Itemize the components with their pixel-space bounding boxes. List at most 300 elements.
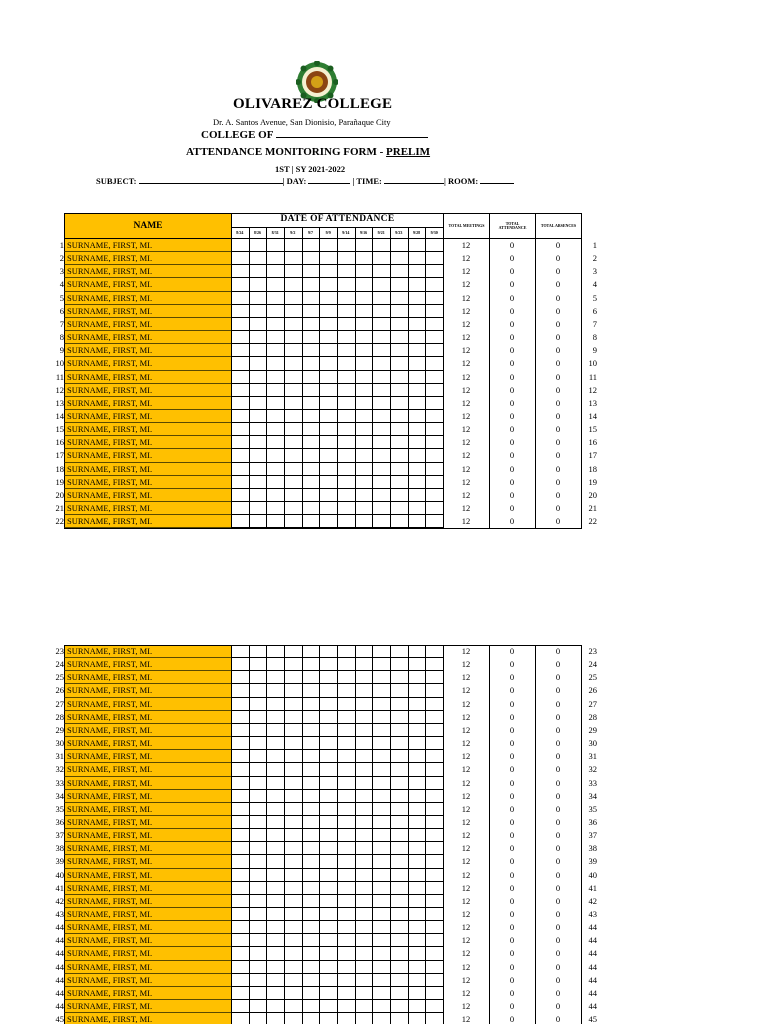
attendance-cell[interactable] bbox=[355, 331, 374, 344]
room-blank[interactable] bbox=[480, 176, 514, 184]
attendance-cell[interactable] bbox=[302, 671, 321, 684]
attendance-cell[interactable] bbox=[372, 921, 391, 934]
attendance-cell[interactable] bbox=[408, 331, 427, 344]
student-name-cell[interactable]: SURNAME, FIRST, MI. bbox=[64, 397, 232, 410]
attendance-cell[interactable] bbox=[266, 882, 285, 895]
attendance-cell[interactable] bbox=[302, 869, 321, 882]
attendance-cell[interactable] bbox=[372, 502, 391, 515]
attendance-cell[interactable] bbox=[266, 987, 285, 1000]
attendance-cell[interactable] bbox=[319, 908, 338, 921]
attendance-cell[interactable] bbox=[390, 869, 409, 882]
attendance-cell[interactable] bbox=[372, 449, 391, 462]
attendance-cell[interactable] bbox=[249, 397, 268, 410]
attendance-cell[interactable] bbox=[408, 305, 427, 318]
attendance-cell[interactable] bbox=[249, 645, 268, 658]
attendance-cell[interactable] bbox=[408, 449, 427, 462]
attendance-cell[interactable] bbox=[355, 658, 374, 671]
attendance-cell[interactable] bbox=[319, 515, 338, 528]
attendance-cell[interactable] bbox=[372, 724, 391, 737]
attendance-cell[interactable] bbox=[337, 816, 356, 829]
attendance-cell[interactable] bbox=[408, 737, 427, 750]
attendance-cell[interactable] bbox=[408, 750, 427, 763]
attendance-cell[interactable] bbox=[266, 239, 285, 252]
attendance-cell[interactable] bbox=[284, 908, 303, 921]
attendance-cell[interactable] bbox=[284, 449, 303, 462]
attendance-cell[interactable] bbox=[249, 816, 268, 829]
attendance-cell[interactable] bbox=[249, 869, 268, 882]
attendance-cell[interactable] bbox=[284, 803, 303, 816]
student-name-cell[interactable]: SURNAME, FIRST, MI. bbox=[64, 947, 232, 960]
student-name-cell[interactable]: SURNAME, FIRST, MI. bbox=[64, 790, 232, 803]
attendance-cell[interactable] bbox=[408, 344, 427, 357]
attendance-cell[interactable] bbox=[372, 961, 391, 974]
attendance-cell[interactable] bbox=[284, 292, 303, 305]
subject-blank[interactable] bbox=[139, 176, 283, 184]
attendance-cell[interactable] bbox=[266, 423, 285, 436]
attendance-cell[interactable] bbox=[355, 252, 374, 265]
student-name-cell[interactable]: SURNAME, FIRST, MI. bbox=[64, 698, 232, 711]
attendance-cell[interactable] bbox=[355, 278, 374, 291]
attendance-cell[interactable] bbox=[284, 816, 303, 829]
attendance-cell[interactable] bbox=[249, 318, 268, 331]
attendance-cell[interactable] bbox=[355, 384, 374, 397]
attendance-cell[interactable] bbox=[319, 895, 338, 908]
attendance-cell[interactable] bbox=[390, 515, 409, 528]
attendance-cell[interactable] bbox=[425, 436, 444, 449]
attendance-cell[interactable] bbox=[372, 371, 391, 384]
attendance-cell[interactable] bbox=[425, 502, 444, 515]
attendance-cell[interactable] bbox=[390, 423, 409, 436]
attendance-cell[interactable] bbox=[355, 265, 374, 278]
attendance-cell[interactable] bbox=[284, 239, 303, 252]
attendance-cell[interactable] bbox=[372, 908, 391, 921]
attendance-cell[interactable] bbox=[390, 987, 409, 1000]
attendance-cell[interactable] bbox=[231, 777, 250, 790]
attendance-cell[interactable] bbox=[337, 318, 356, 331]
attendance-cell[interactable] bbox=[266, 397, 285, 410]
attendance-cell[interactable] bbox=[319, 711, 338, 724]
attendance-cell[interactable] bbox=[319, 724, 338, 737]
attendance-cell[interactable] bbox=[284, 711, 303, 724]
attendance-cell[interactable] bbox=[355, 344, 374, 357]
attendance-cell[interactable] bbox=[372, 1000, 391, 1013]
attendance-cell[interactable] bbox=[390, 658, 409, 671]
attendance-cell[interactable] bbox=[249, 698, 268, 711]
attendance-cell[interactable] bbox=[425, 476, 444, 489]
attendance-cell[interactable] bbox=[372, 410, 391, 423]
attendance-cell[interactable] bbox=[231, 737, 250, 750]
attendance-cell[interactable] bbox=[372, 489, 391, 502]
attendance-cell[interactable] bbox=[249, 1000, 268, 1013]
attendance-cell[interactable] bbox=[425, 724, 444, 737]
attendance-cell[interactable] bbox=[302, 1013, 321, 1024]
attendance-cell[interactable] bbox=[319, 331, 338, 344]
attendance-cell[interactable] bbox=[319, 816, 338, 829]
attendance-cell[interactable] bbox=[319, 961, 338, 974]
attendance-cell[interactable] bbox=[266, 842, 285, 855]
attendance-cell[interactable] bbox=[284, 961, 303, 974]
student-name-cell[interactable]: SURNAME, FIRST, MI. bbox=[64, 763, 232, 776]
attendance-cell[interactable] bbox=[302, 921, 321, 934]
attendance-cell[interactable] bbox=[249, 671, 268, 684]
attendance-cell[interactable] bbox=[390, 816, 409, 829]
attendance-cell[interactable] bbox=[284, 671, 303, 684]
attendance-cell[interactable] bbox=[249, 476, 268, 489]
attendance-cell[interactable] bbox=[408, 908, 427, 921]
attendance-cell[interactable] bbox=[337, 947, 356, 960]
attendance-cell[interactable] bbox=[355, 436, 374, 449]
attendance-cell[interactable] bbox=[355, 869, 374, 882]
attendance-cell[interactable] bbox=[372, 987, 391, 1000]
attendance-cell[interactable] bbox=[425, 292, 444, 305]
attendance-cell[interactable] bbox=[355, 684, 374, 697]
attendance-cell[interactable] bbox=[249, 961, 268, 974]
attendance-cell[interactable] bbox=[372, 803, 391, 816]
attendance-cell[interactable] bbox=[319, 790, 338, 803]
attendance-cell[interactable] bbox=[355, 645, 374, 658]
attendance-cell[interactable] bbox=[355, 239, 374, 252]
attendance-cell[interactable] bbox=[355, 711, 374, 724]
attendance-cell[interactable] bbox=[390, 502, 409, 515]
attendance-cell[interactable] bbox=[284, 684, 303, 697]
attendance-cell[interactable] bbox=[390, 384, 409, 397]
attendance-cell[interactable] bbox=[355, 502, 374, 515]
student-name-cell[interactable]: SURNAME, FIRST, MI. bbox=[64, 974, 232, 987]
attendance-cell[interactable] bbox=[266, 869, 285, 882]
attendance-cell[interactable] bbox=[390, 882, 409, 895]
attendance-cell[interactable] bbox=[302, 305, 321, 318]
attendance-cell[interactable] bbox=[425, 974, 444, 987]
attendance-cell[interactable] bbox=[319, 423, 338, 436]
attendance-cell[interactable] bbox=[249, 777, 268, 790]
attendance-cell[interactable] bbox=[231, 645, 250, 658]
attendance-cell[interactable] bbox=[249, 436, 268, 449]
attendance-cell[interactable] bbox=[231, 974, 250, 987]
attendance-cell[interactable] bbox=[425, 331, 444, 344]
attendance-cell[interactable] bbox=[231, 684, 250, 697]
attendance-cell[interactable] bbox=[425, 423, 444, 436]
attendance-cell[interactable] bbox=[284, 855, 303, 868]
attendance-cell[interactable] bbox=[425, 384, 444, 397]
attendance-cell[interactable] bbox=[266, 344, 285, 357]
attendance-cell[interactable] bbox=[249, 842, 268, 855]
attendance-cell[interactable] bbox=[266, 947, 285, 960]
attendance-cell[interactable] bbox=[425, 921, 444, 934]
attendance-cell[interactable] bbox=[408, 463, 427, 476]
attendance-cell[interactable] bbox=[266, 515, 285, 528]
attendance-cell[interactable] bbox=[319, 449, 338, 462]
attendance-cell[interactable] bbox=[231, 711, 250, 724]
attendance-cell[interactable] bbox=[302, 895, 321, 908]
attendance-cell[interactable] bbox=[408, 371, 427, 384]
attendance-cell[interactable] bbox=[302, 489, 321, 502]
student-name-cell[interactable]: SURNAME, FIRST, MI. bbox=[64, 239, 232, 252]
attendance-cell[interactable] bbox=[390, 331, 409, 344]
attendance-cell[interactable] bbox=[231, 489, 250, 502]
attendance-cell[interactable] bbox=[231, 239, 250, 252]
attendance-cell[interactable] bbox=[266, 371, 285, 384]
attendance-cell[interactable] bbox=[231, 934, 250, 947]
attendance-cell[interactable] bbox=[408, 961, 427, 974]
attendance-cell[interactable] bbox=[425, 371, 444, 384]
attendance-cell[interactable] bbox=[425, 790, 444, 803]
attendance-cell[interactable] bbox=[337, 436, 356, 449]
attendance-cell[interactable] bbox=[231, 1000, 250, 1013]
attendance-cell[interactable] bbox=[284, 331, 303, 344]
attendance-cell[interactable] bbox=[355, 1000, 374, 1013]
attendance-cell[interactable] bbox=[231, 842, 250, 855]
attendance-cell[interactable] bbox=[302, 777, 321, 790]
attendance-cell[interactable] bbox=[408, 252, 427, 265]
attendance-cell[interactable] bbox=[284, 1013, 303, 1024]
attendance-cell[interactable] bbox=[231, 476, 250, 489]
attendance-cell[interactable] bbox=[249, 463, 268, 476]
college-of-blank[interactable] bbox=[276, 128, 428, 138]
attendance-cell[interactable] bbox=[337, 278, 356, 291]
attendance-cell[interactable] bbox=[266, 436, 285, 449]
attendance-cell[interactable] bbox=[337, 515, 356, 528]
student-name-cell[interactable]: SURNAME, FIRST, MI. bbox=[64, 476, 232, 489]
attendance-cell[interactable] bbox=[390, 645, 409, 658]
attendance-cell[interactable] bbox=[284, 658, 303, 671]
attendance-cell[interactable] bbox=[390, 239, 409, 252]
attendance-cell[interactable] bbox=[302, 974, 321, 987]
attendance-cell[interactable] bbox=[372, 974, 391, 987]
attendance-cell[interactable] bbox=[302, 410, 321, 423]
attendance-cell[interactable] bbox=[372, 476, 391, 489]
attendance-cell[interactable] bbox=[284, 463, 303, 476]
student-name-cell[interactable]: SURNAME, FIRST, MI. bbox=[64, 750, 232, 763]
attendance-cell[interactable] bbox=[408, 502, 427, 515]
attendance-cell[interactable] bbox=[266, 305, 285, 318]
attendance-cell[interactable] bbox=[249, 790, 268, 803]
attendance-cell[interactable] bbox=[390, 305, 409, 318]
attendance-cell[interactable] bbox=[355, 777, 374, 790]
attendance-cell[interactable] bbox=[390, 1013, 409, 1024]
attendance-cell[interactable] bbox=[231, 502, 250, 515]
attendance-cell[interactable] bbox=[266, 318, 285, 331]
attendance-cell[interactable] bbox=[231, 829, 250, 842]
attendance-cell[interactable] bbox=[425, 305, 444, 318]
attendance-cell[interactable] bbox=[266, 489, 285, 502]
attendance-cell[interactable] bbox=[249, 423, 268, 436]
attendance-cell[interactable] bbox=[231, 252, 250, 265]
attendance-cell[interactable] bbox=[231, 371, 250, 384]
attendance-cell[interactable] bbox=[302, 882, 321, 895]
student-name-cell[interactable]: SURNAME, FIRST, MI. bbox=[64, 489, 232, 502]
attendance-cell[interactable] bbox=[319, 763, 338, 776]
attendance-cell[interactable] bbox=[372, 869, 391, 882]
attendance-cell[interactable] bbox=[319, 489, 338, 502]
attendance-cell[interactable] bbox=[302, 423, 321, 436]
attendance-cell[interactable] bbox=[337, 869, 356, 882]
attendance-cell[interactable] bbox=[302, 698, 321, 711]
attendance-cell[interactable] bbox=[337, 292, 356, 305]
attendance-cell[interactable] bbox=[319, 476, 338, 489]
student-name-cell[interactable]: SURNAME, FIRST, MI. bbox=[64, 1013, 232, 1024]
attendance-cell[interactable] bbox=[284, 645, 303, 658]
attendance-cell[interactable] bbox=[319, 777, 338, 790]
attendance-cell[interactable] bbox=[425, 278, 444, 291]
attendance-cell[interactable] bbox=[284, 947, 303, 960]
attendance-cell[interactable] bbox=[425, 252, 444, 265]
attendance-cell[interactable] bbox=[408, 1013, 427, 1024]
attendance-cell[interactable] bbox=[425, 671, 444, 684]
attendance-cell[interactable] bbox=[408, 895, 427, 908]
attendance-cell[interactable] bbox=[337, 476, 356, 489]
attendance-cell[interactable] bbox=[355, 371, 374, 384]
attendance-cell[interactable] bbox=[284, 397, 303, 410]
attendance-cell[interactable] bbox=[355, 737, 374, 750]
attendance-cell[interactable] bbox=[337, 855, 356, 868]
attendance-cell[interactable] bbox=[408, 684, 427, 697]
attendance-cell[interactable] bbox=[372, 842, 391, 855]
attendance-cell[interactable] bbox=[231, 265, 250, 278]
attendance-cell[interactable] bbox=[408, 987, 427, 1000]
attendance-cell[interactable] bbox=[372, 671, 391, 684]
attendance-cell[interactable] bbox=[337, 463, 356, 476]
attendance-cell[interactable] bbox=[266, 292, 285, 305]
attendance-cell[interactable] bbox=[337, 423, 356, 436]
attendance-cell[interactable] bbox=[266, 476, 285, 489]
attendance-cell[interactable] bbox=[390, 252, 409, 265]
attendance-cell[interactable] bbox=[372, 278, 391, 291]
student-name-cell[interactable]: SURNAME, FIRST, MI. bbox=[64, 410, 232, 423]
attendance-cell[interactable] bbox=[337, 397, 356, 410]
attendance-cell[interactable] bbox=[337, 750, 356, 763]
attendance-cell[interactable] bbox=[408, 1000, 427, 1013]
student-name-cell[interactable]: SURNAME, FIRST, MI. bbox=[64, 305, 232, 318]
attendance-cell[interactable] bbox=[372, 1013, 391, 1024]
attendance-cell[interactable] bbox=[231, 331, 250, 344]
student-name-cell[interactable]: SURNAME, FIRST, MI. bbox=[64, 371, 232, 384]
attendance-cell[interactable] bbox=[355, 750, 374, 763]
day-blank[interactable] bbox=[308, 176, 350, 184]
attendance-cell[interactable] bbox=[231, 908, 250, 921]
attendance-cell[interactable] bbox=[425, 869, 444, 882]
attendance-cell[interactable] bbox=[249, 921, 268, 934]
attendance-cell[interactable] bbox=[249, 855, 268, 868]
student-name-cell[interactable]: SURNAME, FIRST, MI. bbox=[64, 449, 232, 462]
attendance-cell[interactable] bbox=[355, 934, 374, 947]
attendance-cell[interactable] bbox=[231, 882, 250, 895]
attendance-cell[interactable] bbox=[302, 239, 321, 252]
attendance-cell[interactable] bbox=[372, 790, 391, 803]
attendance-cell[interactable] bbox=[302, 318, 321, 331]
attendance-cell[interactable] bbox=[319, 397, 338, 410]
attendance-cell[interactable] bbox=[337, 790, 356, 803]
attendance-cell[interactable] bbox=[355, 921, 374, 934]
attendance-cell[interactable] bbox=[425, 684, 444, 697]
attendance-cell[interactable] bbox=[355, 449, 374, 462]
attendance-cell[interactable] bbox=[390, 684, 409, 697]
attendance-cell[interactable] bbox=[372, 711, 391, 724]
attendance-cell[interactable] bbox=[284, 829, 303, 842]
attendance-cell[interactable] bbox=[249, 305, 268, 318]
attendance-cell[interactable] bbox=[284, 895, 303, 908]
attendance-cell[interactable] bbox=[408, 855, 427, 868]
attendance-cell[interactable] bbox=[266, 449, 285, 462]
attendance-cell[interactable] bbox=[355, 397, 374, 410]
attendance-cell[interactable] bbox=[231, 816, 250, 829]
attendance-cell[interactable] bbox=[266, 763, 285, 776]
attendance-cell[interactable] bbox=[231, 921, 250, 934]
attendance-cell[interactable] bbox=[408, 790, 427, 803]
student-name-cell[interactable]: SURNAME, FIRST, MI. bbox=[64, 357, 232, 370]
attendance-cell[interactable] bbox=[231, 869, 250, 882]
attendance-cell[interactable] bbox=[408, 645, 427, 658]
attendance-cell[interactable] bbox=[284, 515, 303, 528]
student-name-cell[interactable]: SURNAME, FIRST, MI. bbox=[64, 737, 232, 750]
student-name-cell[interactable]: SURNAME, FIRST, MI. bbox=[64, 684, 232, 697]
attendance-cell[interactable] bbox=[249, 895, 268, 908]
attendance-cell[interactable] bbox=[390, 476, 409, 489]
attendance-cell[interactable] bbox=[284, 476, 303, 489]
attendance-cell[interactable] bbox=[425, 737, 444, 750]
attendance-cell[interactable] bbox=[425, 1000, 444, 1013]
attendance-cell[interactable] bbox=[408, 803, 427, 816]
attendance-cell[interactable] bbox=[302, 344, 321, 357]
attendance-cell[interactable] bbox=[249, 947, 268, 960]
attendance-cell[interactable] bbox=[284, 934, 303, 947]
attendance-cell[interactable] bbox=[372, 318, 391, 331]
attendance-cell[interactable] bbox=[249, 711, 268, 724]
attendance-cell[interactable] bbox=[408, 658, 427, 671]
attendance-cell[interactable] bbox=[390, 436, 409, 449]
attendance-cell[interactable] bbox=[284, 724, 303, 737]
attendance-cell[interactable] bbox=[266, 803, 285, 816]
attendance-cell[interactable] bbox=[231, 384, 250, 397]
attendance-cell[interactable] bbox=[284, 777, 303, 790]
attendance-cell[interactable] bbox=[284, 763, 303, 776]
attendance-cell[interactable] bbox=[249, 908, 268, 921]
attendance-cell[interactable] bbox=[337, 987, 356, 1000]
student-name-cell[interactable]: SURNAME, FIRST, MI. bbox=[64, 816, 232, 829]
attendance-cell[interactable] bbox=[231, 961, 250, 974]
attendance-cell[interactable] bbox=[231, 658, 250, 671]
attendance-cell[interactable] bbox=[249, 882, 268, 895]
attendance-cell[interactable] bbox=[337, 1000, 356, 1013]
attendance-cell[interactable] bbox=[302, 934, 321, 947]
attendance-cell[interactable] bbox=[302, 449, 321, 462]
attendance-cell[interactable] bbox=[372, 882, 391, 895]
student-name-cell[interactable]: SURNAME, FIRST, MI. bbox=[64, 961, 232, 974]
student-name-cell[interactable]: SURNAME, FIRST, MI. bbox=[64, 724, 232, 737]
attendance-cell[interactable] bbox=[249, 292, 268, 305]
attendance-cell[interactable] bbox=[425, 750, 444, 763]
attendance-cell[interactable] bbox=[319, 318, 338, 331]
attendance-cell[interactable] bbox=[266, 934, 285, 947]
attendance-cell[interactable] bbox=[425, 397, 444, 410]
attendance-cell[interactable] bbox=[355, 790, 374, 803]
attendance-cell[interactable] bbox=[372, 698, 391, 711]
attendance-cell[interactable] bbox=[337, 724, 356, 737]
attendance-cell[interactable] bbox=[319, 410, 338, 423]
attendance-cell[interactable] bbox=[319, 278, 338, 291]
attendance-cell[interactable] bbox=[337, 737, 356, 750]
attendance-cell[interactable] bbox=[408, 763, 427, 776]
attendance-cell[interactable] bbox=[337, 357, 356, 370]
student-name-cell[interactable]: SURNAME, FIRST, MI. bbox=[64, 292, 232, 305]
student-name-cell[interactable]: SURNAME, FIRST, MI. bbox=[64, 869, 232, 882]
attendance-cell[interactable] bbox=[408, 724, 427, 737]
attendance-cell[interactable] bbox=[302, 476, 321, 489]
attendance-cell[interactable] bbox=[302, 252, 321, 265]
attendance-cell[interactable] bbox=[284, 737, 303, 750]
attendance-cell[interactable] bbox=[249, 384, 268, 397]
attendance-cell[interactable] bbox=[266, 410, 285, 423]
attendance-cell[interactable] bbox=[390, 357, 409, 370]
